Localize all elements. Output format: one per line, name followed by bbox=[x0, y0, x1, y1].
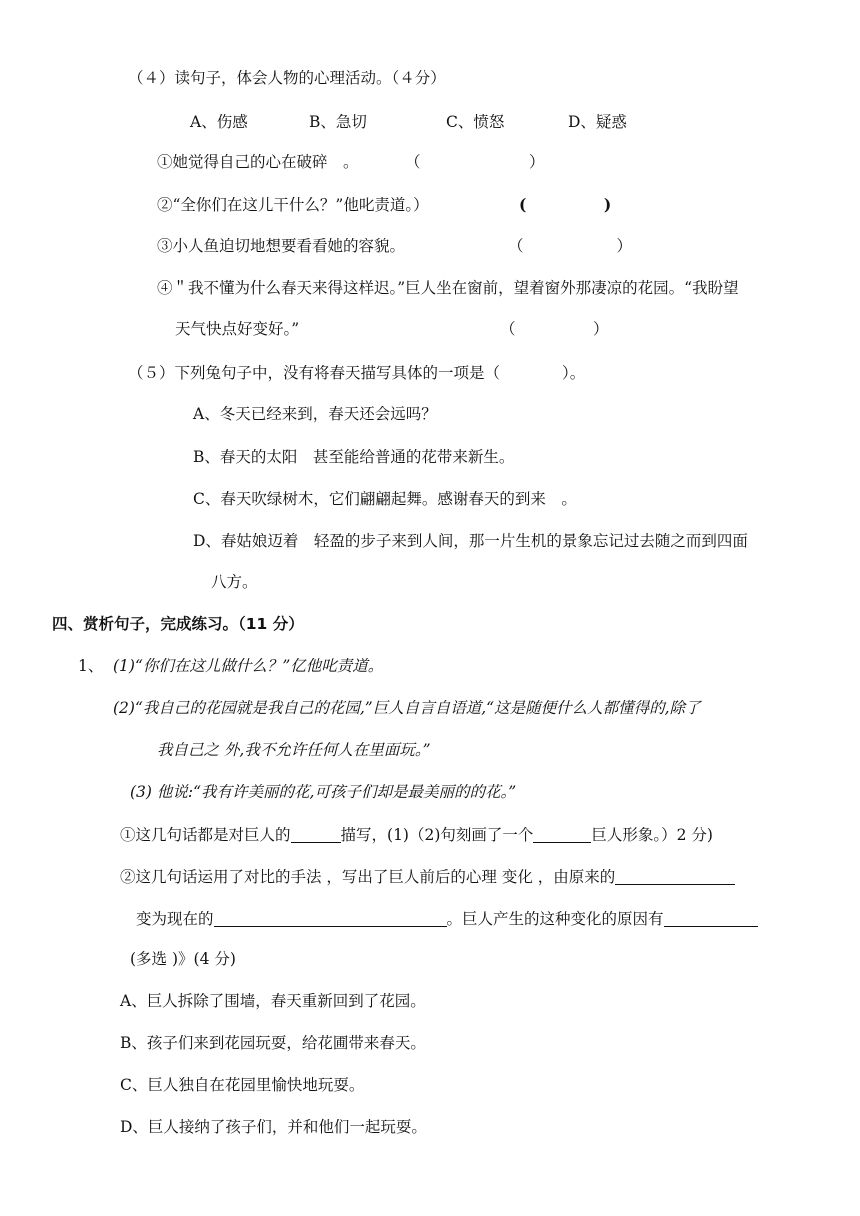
q4-option-c: C、愤怒 bbox=[446, 113, 505, 131]
q4-item-2-answer[interactable]: ( ) bbox=[519, 195, 612, 214]
question-2-part-a: ②这几句话运用了对比的手法 ，写出了巨人前后的心理 变化 ，由原来的 bbox=[120, 868, 616, 886]
q4-option-b: B、急切 bbox=[309, 113, 367, 131]
question-1 bbox=[120, 824, 713, 846]
q4-option-a: A、伤感 bbox=[190, 113, 248, 131]
answer-blank-reasons[interactable] bbox=[664, 910, 758, 927]
q5-option-d-cont: 八方。 bbox=[211, 573, 258, 591]
question-2-part-b: 变为现在的 bbox=[136, 910, 214, 928]
choice-a: A、巨人拆除了围墙，春天重新回到了花园。 bbox=[120, 992, 426, 1010]
question-1-part-c: 巨人形象。）2 分) bbox=[591, 826, 713, 844]
q5-option-a: A、冬天已经来到，春天还会远吗？ bbox=[193, 405, 437, 423]
q4-option-d: D、疑惑 bbox=[568, 113, 627, 131]
q4-item-3: ③小人鱼迫切地想要看看她的容貌。 bbox=[157, 237, 406, 255]
answer-blank-after[interactable] bbox=[214, 910, 447, 927]
sentence-3: (3) 他说:“我有许美丽的花,可孩子们却是最美丽的的花。” bbox=[130, 783, 517, 801]
question-2-note: (多选 )》(4 分) bbox=[130, 950, 236, 968]
q4-title: （４）读句子，体会人物的心理活动。（４分） bbox=[128, 69, 446, 87]
q5-option-c: C、春天吹绿树木，它们翩翩起舞。感谢春天的到来 。 bbox=[193, 490, 577, 508]
choice-c: C、巨人独自在花园里愉快地玩耍。 bbox=[120, 1076, 365, 1094]
q4-item-4-cont: 天气快点好变好。” bbox=[175, 320, 300, 338]
q4-item-1-answer[interactable]: （ ） bbox=[405, 153, 545, 171]
q5-option-d: D、春姑娘迈着 轻盈的步子来到人间，那一片生机的景象忘记过去随之而到四面 bbox=[193, 532, 748, 550]
question-2-line-2 bbox=[136, 908, 758, 930]
q5-option-b: B、春天的太阳 甚至能给普通的花带来新生。 bbox=[193, 448, 515, 466]
q4-item-4-answer[interactable]: （ ） bbox=[500, 320, 609, 338]
question-2 bbox=[120, 866, 735, 888]
answer-blank-image[interactable] bbox=[533, 826, 591, 843]
question-2-part-c: 。巨人产生的这种变化的原因有 bbox=[446, 910, 664, 928]
choice-b: B、孩子们来到花园玩耍，给花圃带来春天。 bbox=[120, 1034, 426, 1052]
question-1-part-a: ①这几句话都是对巨人的 bbox=[120, 826, 291, 844]
q5-title: （５）下列兔句子中，没有将春天描写具体的一项是（ ）。 bbox=[128, 364, 586, 382]
q4-item-4: ④＂我不懂为什么春天来得这样迟。”巨人坐在窗前，望着窗外那凄凉的花园。“我盼望 bbox=[157, 279, 739, 297]
sentence-1: (1)“你们在这儿做什么？”亿他叱责道。 bbox=[113, 657, 384, 675]
answer-blank-before[interactable] bbox=[615, 868, 735, 885]
q4-item-1: ①她觉得自己的心在破碎 。 bbox=[157, 153, 359, 171]
choice-d: D、巨人接纳了孩子们，并和他们一起玩耍。 bbox=[120, 1118, 427, 1136]
answer-blank-description[interactable] bbox=[291, 826, 341, 843]
question-1-part-b: 描写，(1)（2)句刻画了一个 bbox=[340, 826, 534, 844]
sentence-2-line-2: 我自己之 外,我不允许任何人在里面玩。” bbox=[157, 741, 431, 759]
sentence-2-line-1: (2)“我自己的花园就是我自己的花园,”巨人自言自语道,“这是随便什么人都懂得的,除了 bbox=[113, 699, 701, 717]
section-4-item-number: 1、 bbox=[78, 657, 104, 675]
section-4-heading: 四、赏析句子，完成练习。（11 分） bbox=[52, 615, 304, 633]
q4-item-3-answer[interactable]: （ ） bbox=[508, 237, 633, 255]
q4-item-2: ②“全你们在这儿干什么？”他叱责道。） bbox=[157, 196, 429, 214]
